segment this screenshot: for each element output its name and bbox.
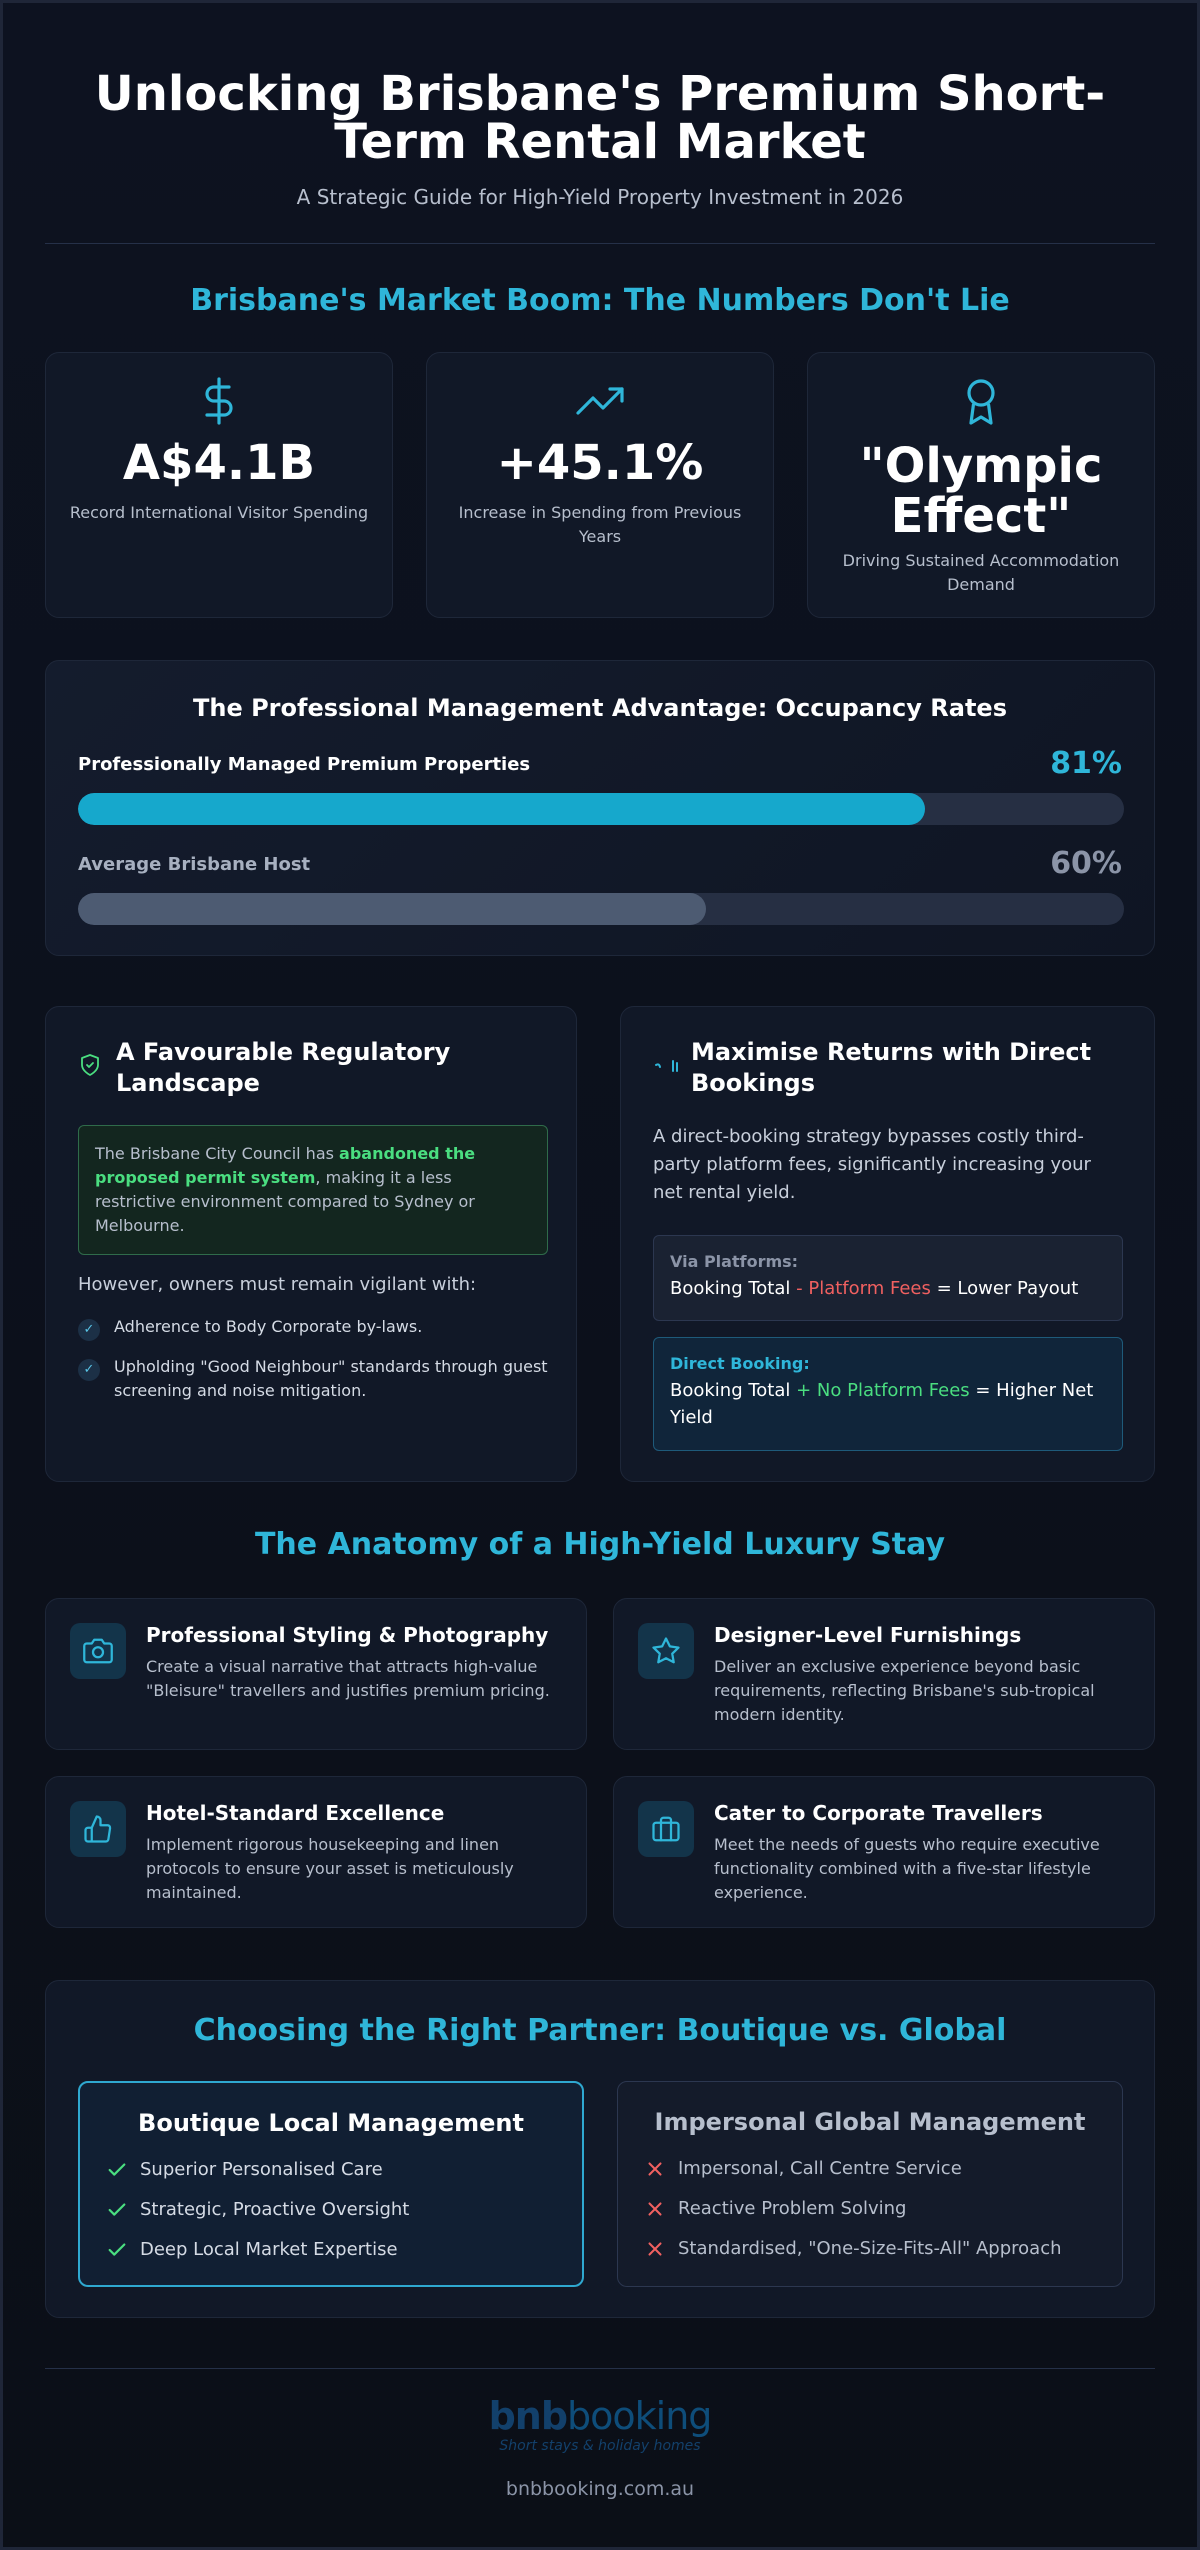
occupancy-card xyxy=(45,660,1155,956)
regulatory-item: Upholding "Good Neighbour" standards through guest screening and noise mitigation. xyxy=(114,1357,548,1400)
direct-bookings-card xyxy=(620,1006,1155,1482)
divider xyxy=(45,2368,1155,2369)
occupancy-value-pro: 81% xyxy=(1050,746,1122,781)
stat-card-spending xyxy=(45,352,393,618)
bnbbooking-logo[interactable] xyxy=(45,2396,1155,2454)
direct-intro: A direct-booking strategy bypasses costly third-party platform fees, significantly increasing your net rental yield. xyxy=(653,1126,1091,1203)
partner-heading: Choosing the Right Partner: Boutique vs. Global xyxy=(193,2013,1007,2048)
check-icon xyxy=(106,2199,128,2221)
stat-value-line-1: "Olympic xyxy=(859,438,1103,494)
feature-card xyxy=(613,1598,1155,1750)
camera-icon xyxy=(70,1623,126,1679)
formula-part: Booking Total xyxy=(670,1380,797,1401)
regulatory-item: Adherence to Body Corporate by-laws. xyxy=(114,1317,423,1336)
feature-text: Deliver an exclusive experience beyond basic requirements, reflecting Brisbane's sub-tropical modern identity. xyxy=(714,1657,1095,1724)
highlight-suffix: , making it a less restrictive environment compared to Sydney or Melbourne. xyxy=(95,1168,475,1235)
check-icon xyxy=(106,2159,128,2181)
award-icon xyxy=(808,377,1154,425)
page-title xyxy=(45,66,1155,170)
feature-text: Implement rigorous housekeeping and linen protocols to ensure your asset is meticulously maintained. xyxy=(146,1835,514,1902)
boutique-item: Superior Personalised Care xyxy=(140,2159,383,2180)
global-item: Impersonal, Call Centre Service xyxy=(678,2158,962,2179)
briefcase-icon xyxy=(638,1801,694,1857)
shield-check-icon xyxy=(78,1053,102,1081)
feature-title: Cater to Corporate Travellers xyxy=(714,1801,1043,1825)
star-icon xyxy=(638,1623,694,1679)
x-icon xyxy=(644,2198,666,2220)
stat-value xyxy=(808,438,1154,544)
highlight-bold: abandoned the proposed permit system xyxy=(95,1144,476,1187)
occupancy-bar-fill-pro xyxy=(78,793,925,825)
stat-value: +45.1% xyxy=(496,435,704,491)
thumbs-up-icon xyxy=(70,1801,126,1857)
x-icon xyxy=(644,2158,666,2180)
formula-part: = Lower Payout xyxy=(930,1278,1079,1299)
occupancy-label-pro: Professionally Managed Premium Properties xyxy=(78,754,531,775)
check-icon: ✓ xyxy=(78,1359,100,1381)
feature-title: Professional Styling & Photography xyxy=(146,1623,549,1647)
stat-label: Record International Visitor Spending xyxy=(69,503,369,522)
global-item: Reactive Problem Solving xyxy=(678,2198,907,2219)
title-line-1: Unlocking Brisbane's Premium Short- xyxy=(94,66,1106,122)
stat-value-line-2: Effect" xyxy=(890,488,1072,544)
stat-card-increase xyxy=(426,352,774,618)
stat-label: Driving Sustained Accommodation Demand xyxy=(842,551,1120,594)
occupancy-bar-avg xyxy=(78,893,1124,925)
feature-card xyxy=(613,1776,1155,1928)
feature-card xyxy=(45,1776,587,1928)
market-heading: Brisbane's Market Boom: The Numbers Don't Lie xyxy=(190,283,1010,318)
boutique-item: Strategic, Proactive Oversight xyxy=(140,2199,410,2220)
partner-card xyxy=(45,1980,1155,2318)
platform-label: Via Platforms: xyxy=(670,1252,799,1271)
formula-part: + No Platform Fees xyxy=(796,1380,970,1401)
feature-text: Create a visual narrative that attracts high-value "Bleisure" travellers and justifies premium pricing. xyxy=(146,1657,550,1700)
regulatory-heading: A Favourable Regulatory Landscape xyxy=(116,1038,451,1097)
dollar-icon xyxy=(46,377,392,425)
regulatory-vigilant: However, owners must remain vigilant with: xyxy=(78,1274,477,1295)
highlight-prefix: The Brisbane City Council has xyxy=(95,1144,340,1163)
occupancy-bar-fill-avg xyxy=(78,893,706,925)
logo-wordmark xyxy=(45,2396,1155,2436)
occupancy-bar-pro xyxy=(78,793,1124,825)
occupancy-title: The Professional Management Advantage: Occupancy Rates xyxy=(193,694,1007,722)
stat-value: A$4.1B xyxy=(122,435,316,491)
formula-part: = Higher Net Yield xyxy=(670,1380,1094,1428)
occupancy-value-avg: 60% xyxy=(1050,846,1122,881)
check-icon: ✓ xyxy=(78,1319,100,1341)
logo-bnb: bnb xyxy=(488,2394,568,2438)
global-item: Standardised, "One-Size-Fits-All" Approach xyxy=(678,2238,1062,2259)
logo-tagline: Short stays & holiday homes xyxy=(499,2438,701,2454)
formula-part: Booking Total xyxy=(670,1278,797,1299)
global-column xyxy=(617,2081,1123,2287)
page-subtitle: A Strategic Guide for High-Yield Property Investment in 2026 xyxy=(296,185,904,209)
site-link[interactable]: bnbbooking.com.au xyxy=(505,2478,695,2500)
boutique-title: Boutique Local Management xyxy=(138,2109,524,2137)
anatomy-heading: The Anatomy of a High-Yield Luxury Stay xyxy=(254,1527,946,1562)
feature-card xyxy=(45,1598,587,1750)
trending-up-icon xyxy=(427,377,773,425)
boutique-item: Deep Local Market Expertise xyxy=(140,2239,398,2260)
stat-card-olympic xyxy=(807,352,1155,618)
check-icon xyxy=(106,2239,128,2261)
logo-booking: booking xyxy=(567,2394,712,2438)
direct-heading: Maximise Returns with Direct Bookings xyxy=(691,1038,1092,1097)
title-line-2: Term Rental Market xyxy=(334,114,866,170)
platform-text xyxy=(670,1275,1106,1302)
feature-title: Designer-Level Furnishings xyxy=(714,1623,1022,1647)
feature-title: Hotel-Standard Excellence xyxy=(146,1801,445,1825)
direct-text xyxy=(670,1377,1106,1431)
stat-label: Increase in Spending from Previous Years xyxy=(458,503,742,546)
feature-text: Meet the needs of guests who require executive functionality combined with a five-star lifestyle experience. xyxy=(714,1835,1100,1902)
regulatory-card xyxy=(45,1006,577,1482)
boutique-column xyxy=(78,2081,584,2287)
direct-formula xyxy=(653,1337,1123,1451)
formula-part: - Platform Fees xyxy=(796,1278,931,1299)
regulatory-highlight xyxy=(78,1125,548,1255)
platform-formula xyxy=(653,1235,1123,1321)
divider xyxy=(45,243,1155,244)
direct-label: Direct Booking: xyxy=(670,1354,810,1373)
arrows-icon xyxy=(653,1057,681,1079)
x-icon xyxy=(644,2238,666,2260)
occupancy-label-avg: Average Brisbane Host xyxy=(78,854,311,875)
global-title: Impersonal Global Management xyxy=(654,2108,1086,2136)
